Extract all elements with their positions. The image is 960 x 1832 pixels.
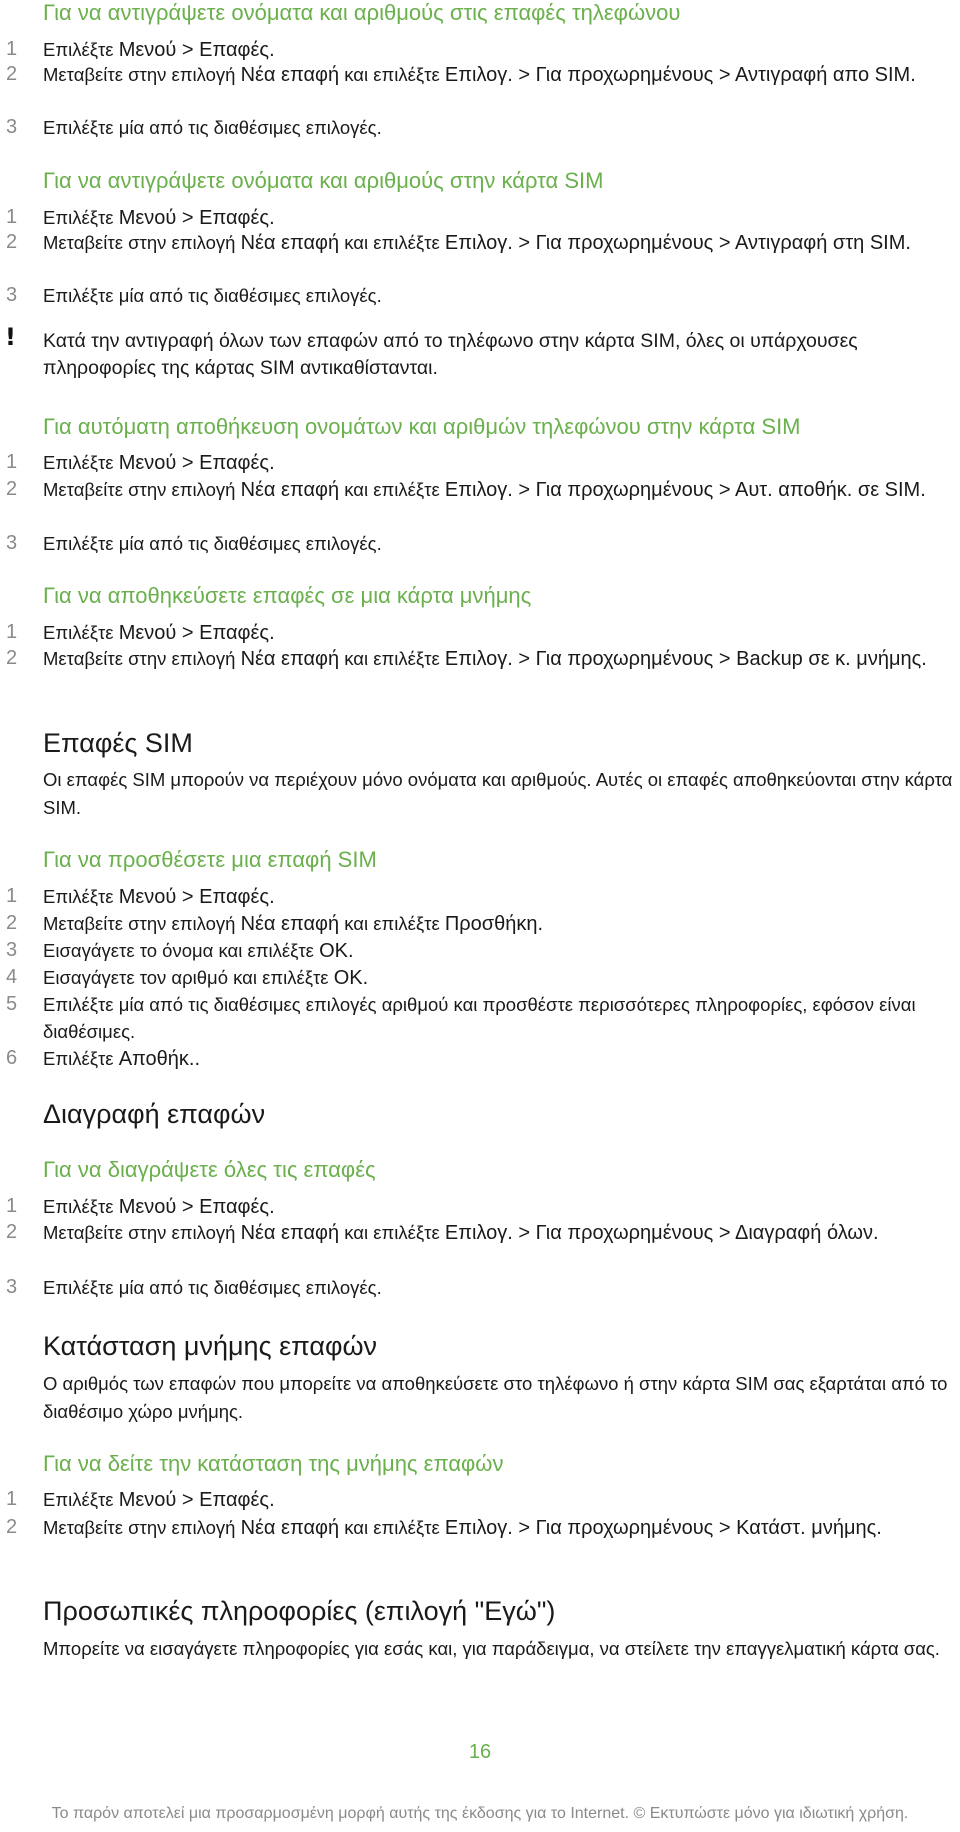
- ui-path: Μενού > Επαφές.: [118, 1196, 275, 1218]
- step-text: [43, 61, 948, 89]
- step-number: 3: [6, 939, 18, 961]
- ui-term: Νέα επαφή: [240, 232, 340, 254]
- paragraph: Ο αριθμός των επαφών που μπορείτε να αποθηκεύσετε στο τηλέφωνο ή στην κάρτα SIM σας εξαρτάται από το διαθέσιμο χώρο μνήμης.: [43, 1373, 948, 1422]
- step-text: [43, 1193, 948, 1221]
- step-text: [43, 449, 948, 477]
- ui-path: Επιλογ. > Για προχωρημένους > Backup σε κ. μνήμης.: [444, 648, 927, 670]
- step-text-part: Επιλέξτε: [43, 1489, 119, 1510]
- step-text: [43, 204, 948, 232]
- step-text: [43, 991, 948, 1045]
- ui-path: Μενού > Επαφές.: [118, 622, 275, 644]
- step-text-part: Επιλέξτε μία από τις διαθέσιμες επιλογές.: [43, 1277, 382, 1298]
- step-number: 1: [6, 38, 18, 60]
- step-text-part: Εισαγάγετε τον αριθμό και επιλέξτε: [43, 967, 334, 988]
- step-text: [43, 1514, 948, 1542]
- step-text: [43, 114, 948, 141]
- ui-path: Επιλογ. > Για προχωρημένους > Αντιγραφή απο SIM.: [444, 64, 916, 86]
- ui-term: Νέα επαφή: [240, 648, 340, 670]
- ui-term: Προσθήκη.: [444, 913, 544, 935]
- ui-term: Νέα επαφή: [240, 913, 340, 935]
- section-heading: Προσωπικές πληροφορίες (επιλογή "Εγώ"): [43, 1596, 556, 1626]
- step-text: [43, 229, 948, 257]
- step-text-part: Μεταβείτε στην επιλογή: [43, 1517, 241, 1538]
- step-number: 1: [6, 451, 18, 473]
- step-text: [43, 1219, 948, 1247]
- step-number: 1: [6, 1488, 18, 1510]
- step-text: [43, 530, 948, 557]
- step-number: 3: [6, 532, 18, 554]
- step-text-part: και επιλέξτε: [339, 1517, 445, 1538]
- section-heading: Επαφές SIM: [43, 728, 193, 758]
- step-number: 3: [6, 284, 18, 306]
- section-heading: Κατάσταση μνήμης επαφών: [43, 1331, 378, 1361]
- ui-path: Μενού > Επαφές.: [118, 1489, 275, 1511]
- ui-path: Επιλογ. > Για προχωρημένους > Διαγραφή όλων.: [444, 1222, 879, 1244]
- step-number: 3: [6, 1276, 18, 1298]
- step-number: 2: [6, 478, 18, 500]
- task-title: Για να δείτε την κατάσταση της μνήμης επαφών: [43, 1451, 504, 1476]
- step-text: [43, 645, 948, 673]
- exclamation-icon: !: [5, 323, 16, 351]
- step-text-part: και επιλέξτε: [339, 479, 445, 500]
- step-number: 1: [6, 1195, 18, 1217]
- ui-path: Επιλογ. > Για προχωρημένους > Αυτ. αποθήκ. σε SIM.: [444, 479, 926, 501]
- ui-path: Μενού > Επαφές.: [118, 207, 275, 229]
- step-text-part: Μεταβείτε στην επιλογή: [43, 648, 241, 669]
- ui-path: Μενού > Επαφές.: [118, 452, 275, 474]
- step-text-part: Επιλέξτε: [43, 622, 119, 643]
- task-title: Για να προσθέσετε μια επαφή SIM: [43, 847, 377, 872]
- step-text-part: και επιλέξτε: [339, 648, 445, 669]
- step-text-part: Μεταβείτε στην επιλογή: [43, 913, 241, 934]
- task-title: Για να αντιγράψετε ονόματα και αριθμούς στην κάρτα SIM: [43, 168, 604, 193]
- step-number: 2: [6, 647, 18, 669]
- task-title: Για αυτόματη αποθήκευση ονομάτων και αριθμών τηλεφώνου στην κάρτα SIM: [43, 414, 801, 439]
- page-number: 16: [468, 1741, 492, 1763]
- step-text: [43, 937, 948, 965]
- step-number: 3: [6, 116, 18, 138]
- step-number: 1: [6, 206, 18, 228]
- warning-note: Κατά την αντιγραφή όλων των επαφών από το τηλέφωνο στην κάρτα SIM, όλες οι υπάρχουσες πληροφορίες της κάρτας SIM αντικαθίστανται.: [43, 330, 858, 379]
- step-text-part: Μεταβείτε στην επιλογή: [43, 64, 241, 85]
- step-number: 2: [6, 912, 18, 934]
- step-text-part: Επιλέξτε: [43, 207, 119, 228]
- step-text-part: Επιλέξτε μία από τις διαθέσιμες επιλογές.: [43, 117, 382, 138]
- step-text-part: Επιλέξτε: [43, 886, 119, 907]
- ui-term: OK.: [319, 940, 354, 962]
- step-text-part: και επιλέξτε: [339, 64, 445, 85]
- step-number: 6: [6, 1047, 18, 1069]
- step-text: [43, 619, 948, 647]
- step-number: 2: [6, 1516, 18, 1538]
- paragraph: Μπορείτε να εισαγάγετε πληροφορίες για εσάς και, για παράδειγμα, να στείλετε την επαγγελματική κάρτα σας.: [43, 1638, 940, 1659]
- step-text: [43, 282, 948, 309]
- step-text-part: Επιλέξτε: [43, 39, 119, 60]
- footer-note: Το παρόν αποτελεί μια προσαρμοσμένη μορφή αυτής της έκδοσης για το Internet. © Εκτυπώστε μόνο για ιδιωτική χρήση.: [51, 1805, 909, 1822]
- ui-path: Μενού > Επαφές.: [118, 39, 275, 61]
- ui-term: Νέα επαφή: [240, 1222, 340, 1244]
- step-number: 5: [6, 993, 18, 1015]
- step-text-part: και επιλέξτε: [339, 1222, 445, 1243]
- ui-term: Νέα επαφή: [240, 479, 340, 501]
- step-text: [43, 964, 948, 992]
- step-text: [43, 1486, 948, 1514]
- step-number: 2: [6, 63, 18, 85]
- step-text: [43, 1274, 948, 1301]
- step-text-part: Επιλέξτε: [43, 452, 119, 473]
- step-text-part: Επιλέξτε μία από τις διαθέσιμες επιλογές.: [43, 285, 382, 306]
- ui-path: Μενού > Επαφές.: [118, 886, 275, 908]
- task-title: Για να διαγράψετε όλες τις επαφές: [43, 1157, 376, 1182]
- step-text: [43, 910, 948, 938]
- step-text-part: και επιλέξτε: [339, 913, 445, 934]
- task-title: Για να αποθηκεύσετε επαφές σε μια κάρτα μνήμης: [43, 583, 532, 608]
- ui-term: OK.: [333, 967, 369, 989]
- step-text: [43, 1045, 948, 1073]
- step-number: 2: [6, 231, 18, 253]
- step-text-part: Επιλέξτε: [43, 1048, 119, 1069]
- paragraph: Οι επαφές SIM μπορούν να περιέχουν μόνο ονόματα και αριθμούς. Αυτές οι επαφές αποθηκεύονται στην κάρτα SIM.: [43, 769, 953, 818]
- step-text-part: Μεταβείτε στην επιλογή: [43, 1222, 241, 1243]
- step-text: [43, 476, 948, 504]
- step-text-part: και επιλέξτε: [339, 232, 445, 253]
- step-number: 1: [6, 621, 18, 643]
- step-number: 2: [6, 1221, 18, 1243]
- ui-term: Νέα επαφή: [240, 1517, 340, 1539]
- ui-term: Νέα επαφή: [240, 64, 340, 86]
- step-number: 4: [6, 966, 18, 988]
- section-heading: Διαγραφή επαφών: [43, 1099, 266, 1129]
- ui-term: Αποθήκ..: [118, 1048, 201, 1070]
- step-text-part: Εισαγάγετε το όνομα και επιλέξτε: [43, 940, 320, 961]
- task-title: Για να αντιγράψετε ονόματα και αριθμούς στις επαφές τηλεφώνου: [43, 0, 681, 25]
- step-number: 1: [6, 885, 18, 907]
- step-text-part: Μεταβείτε στην επιλογή: [43, 479, 241, 500]
- step-text-part: Επιλέξτε μία από τις διαθέσιμες επιλογές.: [43, 533, 382, 554]
- step-text-part: Μεταβείτε στην επιλογή: [43, 232, 241, 253]
- step-text-part: Επιλέξτε: [43, 1196, 119, 1217]
- step-text-part: Επιλέξτε μία από τις διαθέσιμες επιλογές αριθμού και προσθέστε περισσότερες πληροφορίες, εφόσον είναι διαθέσιμες.: [43, 994, 916, 1042]
- ui-path: Επιλογ. > Για προχωρημένους > Αντιγραφή στη SIM.: [444, 232, 911, 254]
- ui-path: Επιλογ. > Για προχωρημένους > Κατάστ. μνήμης.: [444, 1517, 882, 1539]
- step-text: [43, 36, 948, 64]
- step-text: [43, 883, 948, 911]
